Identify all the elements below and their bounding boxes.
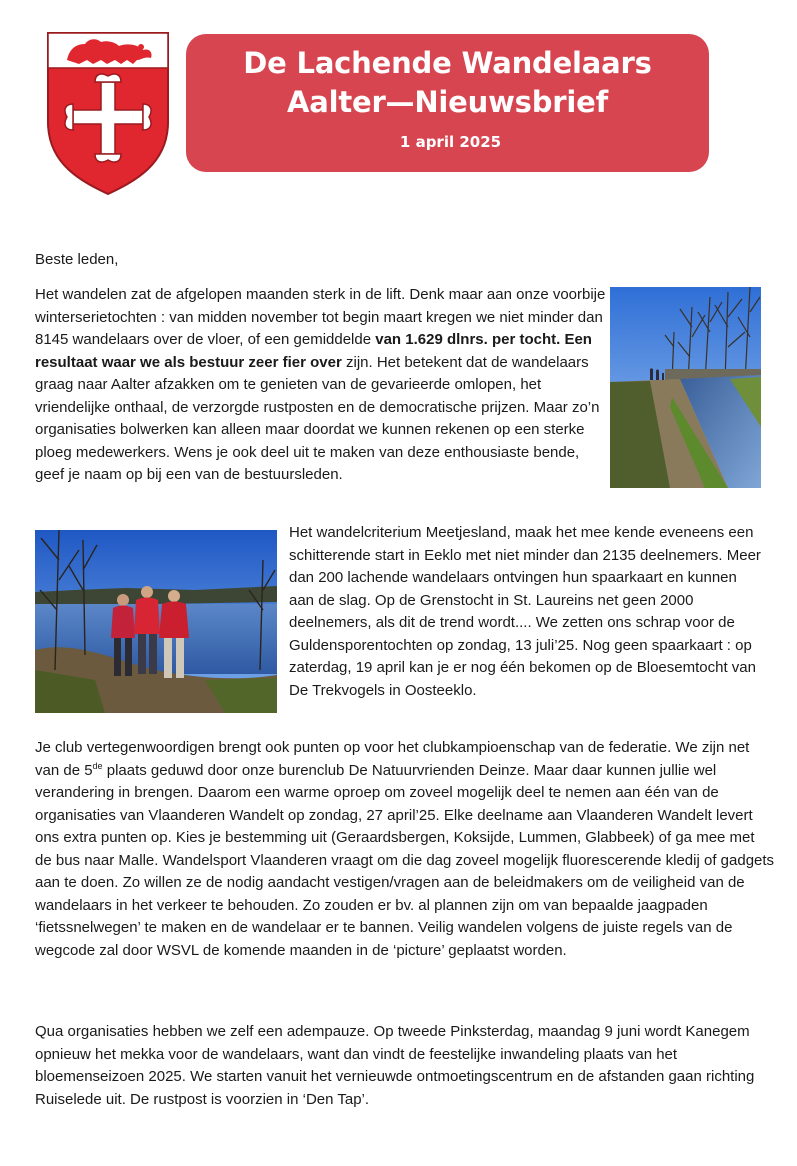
p3-text-start: Je club vertegenwoordigen brengt ook punten op voor het clubkampioenschap van de federatie. We zijn net van de 5 — [35, 739, 750, 779]
newsletter-subtitle: Aalter—Nieuwsbrief — [286, 85, 609, 119]
issue-date: 1 april 2025 — [399, 133, 502, 151]
paragraph-club-championship — [35, 737, 775, 962]
p3-text-end: plaats geduwd door onze burenclub De Natuurvrienden Deinze. Maar daar kunnen jullie wel verandering in brengen. Daarom een warme oproep om zoveel mogelijk deel te nemen aan één van de organisaties van Vlaanderen Wandelt op zondag, 27 april’25. Elke deelname aan Vlaanderen Wandelt levert ons extra punten op. Kies je bestemming uit (Geraardsbergen, Koksijde, Lummen, Glabbeek) of ga mee met de bus naar Malle. Wandelsport Vlaanderen vraagt om die dag zoveel mogelijk fluorescerende kledij of gadgets aan te doen. Zo willen ze de nodig aandacht vestigen/vragen aan de beleidmakers om de veiligheid van de wandelaars in het verkeer te behouden. Zo zouden er bv. al plannen zijn om van bepaalde jaagpaden ‘fietssnelwegen’ te maken en de wandelaar er te bannen. Veilig wandelen volgens de juiste regels van de wegcode zal door WSVL de komende maanden in de ‘picture’ geplaatst worden. — [35, 761, 775, 959]
paragraph-organisations: Qua organisaties hebben we zelf een adempauze. Op tweede Pinksterdag, maandag 9 juni wordt Kanegem opnieuw het mekka voor de wandelaars, want dan vindt de feestelijke inwandeling plaats van het bloemenseizoen 2025. We starten vanuit het vernieuwde ontmoetingscentrum en de afstanden gaan richting Ruiselede uit. De rustpost is voorzien in ‘Den Tap’. — [35, 1023, 755, 1108]
walkers-by-lake-photo — [35, 530, 277, 713]
canal-towpath-photo — [610, 287, 761, 488]
club-name-title: De Lachende Wandelaars — [243, 46, 652, 80]
club-crest-logo — [45, 30, 171, 196]
greeting: Beste leden, — [35, 251, 119, 268]
paragraph-winter-series — [35, 284, 610, 487]
p1-text-start: Het wandelen zat de afgelopen maanden sterk in de lift. Denk maar aan onze voorbije winterserietochten : van midden november tot begin maart kregen we niet minder dan 8145 wandelaars over de vloer, of een gemiddelde — [35, 286, 606, 348]
p1-text-end: zijn. Het betekent dat de wandelaars graag naar Aalter afzakken om te genieten van de gevarieerde omlopen, het vriendelijke onthaal, de verzorgde rustposten en de democratische prijzen. Maar zo’n organisaties bolwerken kan alleen maar doordat we kunnen rekenen op een sterke ploeg medewerkers. Wens je ook deel uit te maken van deze enthousiaste bende, geef je naam op bij een van de bestuursleden. — [35, 353, 600, 483]
p3-ordinal-suffix: de — [92, 760, 103, 771]
p1-bold-highlight: van 1.629 dlnrs. per tocht. Een resultaat waar we als bestuur zeer fier over — [35, 331, 592, 371]
paragraph-walking-criterium: Het wandelcriterium Meetjesland, maak het mee kende eveneens een schitterende start in Eeklo met niet minder dan 2135 deelnemers. Meer dan 200 lachende wandelaars ontvingen hun spaarkaart en kunnen aan de slag. Op de Grenstocht in St. Laureins net geen 2000 deelnemers, als dit de trend wordt.... We zetten ons schrap voor de Guldensporentochten op zondag, 13 juli’25. Nog geen spaarkaart : op zaterdag, 19 april kan je er nog één bekomen op de Bloesemtocht van De Trekvogels in Oosteeklo. — [289, 524, 761, 699]
lion-cross-shield-icon — [45, 30, 171, 196]
newsletter-title-banner — [186, 34, 709, 172]
